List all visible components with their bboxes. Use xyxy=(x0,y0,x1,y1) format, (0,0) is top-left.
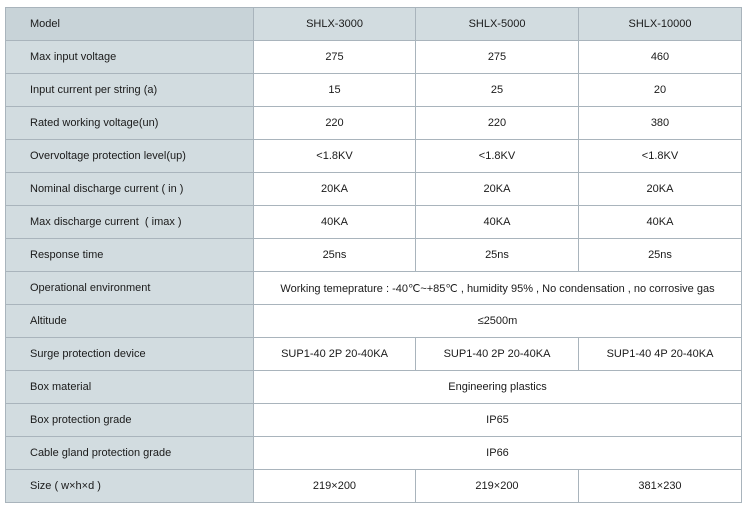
cell-value: 275 xyxy=(416,41,579,74)
table-row xyxy=(6,140,742,173)
table-row xyxy=(6,173,742,206)
merged-cell-value: Working temeprature : -40℃~+85℃ , humidity 95% , No condensation , no corrosive gas xyxy=(254,272,742,305)
cell-value: 20 xyxy=(579,74,742,107)
table-row xyxy=(6,437,742,470)
row-label: Max discharge current ( imax ) xyxy=(6,206,254,239)
row-label: Rated working voltage(un) xyxy=(6,107,254,140)
cell-value: 460 xyxy=(579,41,742,74)
cell-value: 25ns xyxy=(254,239,416,272)
cell-value: <1.8KV xyxy=(254,140,416,173)
table-row xyxy=(6,470,742,503)
cell-value: 40KA xyxy=(579,206,742,239)
table-row xyxy=(6,206,742,239)
cell-value: 220 xyxy=(254,107,416,140)
cell-value: 15 xyxy=(254,74,416,107)
table-row xyxy=(6,41,742,74)
row-label: Response time xyxy=(6,239,254,272)
row-label: Altitude xyxy=(6,305,254,338)
merged-cell-value: IP65 xyxy=(254,404,742,437)
cell-value: 40KA xyxy=(416,206,579,239)
cell-value: 25ns xyxy=(579,239,742,272)
row-label: Input current per string (a) xyxy=(6,74,254,107)
row-label: Overvoltage protection level(up) xyxy=(6,140,254,173)
cell-value: 381×230 xyxy=(579,470,742,503)
model-header: SHLX-5000 xyxy=(416,8,579,41)
row-label: Cable gland protection grade xyxy=(6,437,254,470)
merged-cell-value: Engineering plastics xyxy=(254,371,742,404)
row-label: Box material xyxy=(6,371,254,404)
table-row xyxy=(6,338,742,371)
cell-value: 219×200 xyxy=(416,470,579,503)
cell-value: 20KA xyxy=(579,173,742,206)
cell-value: 25 xyxy=(416,74,579,107)
table-row xyxy=(6,74,742,107)
cell-value: 219×200 xyxy=(254,470,416,503)
cell-value: <1.8KV xyxy=(579,140,742,173)
specification-table xyxy=(5,7,742,503)
header-label: Model xyxy=(6,8,254,41)
row-label: Nominal discharge current ( in ) xyxy=(6,173,254,206)
cell-value: 25ns xyxy=(416,239,579,272)
cell-value: 20KA xyxy=(416,173,579,206)
cell-value: 40KA xyxy=(254,206,416,239)
row-label: Size ( w×h×d ) xyxy=(6,470,254,503)
header-row xyxy=(6,8,742,41)
row-label: Surge protection device xyxy=(6,338,254,371)
cell-value: 20KA xyxy=(254,173,416,206)
cell-value: <1.8KV xyxy=(416,140,579,173)
model-header: SHLX-10000 xyxy=(579,8,742,41)
table-row xyxy=(6,371,742,404)
cell-value: 220 xyxy=(416,107,579,140)
cell-value: SUP1-40 4P 20-40KA xyxy=(579,338,742,371)
cell-value: SUP1-40 2P 20-40KA xyxy=(254,338,416,371)
merged-cell-value: ≤2500m xyxy=(254,305,742,338)
row-label: Box protection grade xyxy=(6,404,254,437)
table-row xyxy=(6,239,742,272)
row-label: Max input voltage xyxy=(6,41,254,74)
table-row xyxy=(6,107,742,140)
cell-value: 380 xyxy=(579,107,742,140)
cell-value: SUP1-40 2P 20-40KA xyxy=(416,338,579,371)
table-row xyxy=(6,404,742,437)
model-header: SHLX-3000 xyxy=(254,8,416,41)
cell-value: 275 xyxy=(254,41,416,74)
table-row xyxy=(6,305,742,338)
merged-cell-value: IP66 xyxy=(254,437,742,470)
row-label: Operational environment xyxy=(6,272,254,305)
table-row xyxy=(6,272,742,305)
